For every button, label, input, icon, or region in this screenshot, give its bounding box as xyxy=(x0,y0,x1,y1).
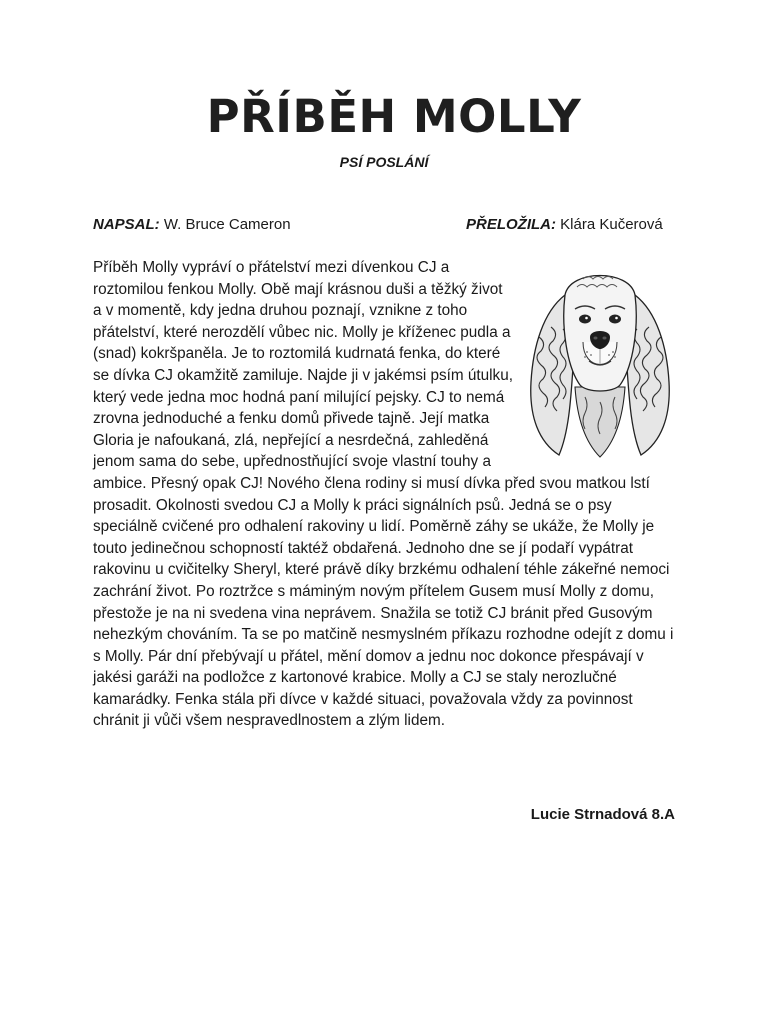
dog-illustration xyxy=(525,257,675,461)
signature: Lucie Strnadová 8.A xyxy=(530,806,675,823)
author-label: NAPSAL: xyxy=(93,216,160,233)
translator-name: Klára Kučerová xyxy=(560,216,663,233)
translator-label: PŘELOŽILA: xyxy=(466,216,556,233)
author-name: W. Bruce Cameron xyxy=(163,216,291,233)
translator-line xyxy=(466,216,663,233)
author-line xyxy=(93,216,291,233)
story-paragraph: Příběh Molly vypráví o přátelství mezi dívenkou CJ a roztomilou fenkou Molly. Obě mají krásnou duši a těžký život a v momentě, kdy jedna druhou poznají, vznikne z toho přátelství, které nerozdělí vůbec nic. Molly je kříženec pudla a (snad) kokršpaněla. Je to roztomilá kudrnatá fenka, do které se dívka CJ okamžitě zamiluje. Najde ji v jakémsi psím útulku, který vede jedna moc hodná paní milující pejsky. CJ to nemá zrovna jednoduché a fenku domů přivede tajně. Její matka Gloria je nafoukaná, zlá, nepřející a nesrdečná, zahleděná jenom sama do sebe, upřednostňující svoje vlastní touhy a ambice. Přesný opak CJ! Nového člena rodiny si musí dívka před svou matkou lstí prosadit. Okolnosti svedou CJ a Molly k práci signálních psů. Jedná se o psy speciálně cvičené pro odhalení rakoviny u lidí. Poměrně záhy se ukáže, že Molly je touto jedinečnou schopností taktéž obdařená. Jednoho dne se jí podaří vypátrat rakovinu u cvičitelky Sheryl, které právě díky brzkému odhalení téhle zákeřné nemoci zachrání život. Po roztržce s máminým novým přítelem Gusem musí Molly z domu, přestože je na ni svedena vina neprávem. Snažila se totiž CJ bránit před Gusovým nehezkým chováním. Ta se po matčině nesmyslném příkazu rozhodne odejít z domu i s Molly. Pár dní přebývají u přátel, mění domov a jednu noc dokonce přespávají v jakési garáži na podložce z kartonové krabice. Molly a CJ se staly nerozlučné kamarádky. Fenka stála při dívce v každé situaci, považovala vždy za povinnost chránit ji vůči všem nespravedlnostem a zlým lidem. xyxy=(93,259,674,730)
story-text-block xyxy=(93,257,675,732)
page-title: PŘÍBĚH MOLLY xyxy=(206,90,582,143)
page-subtitle: PSÍ POSLÁNÍ xyxy=(339,154,429,170)
